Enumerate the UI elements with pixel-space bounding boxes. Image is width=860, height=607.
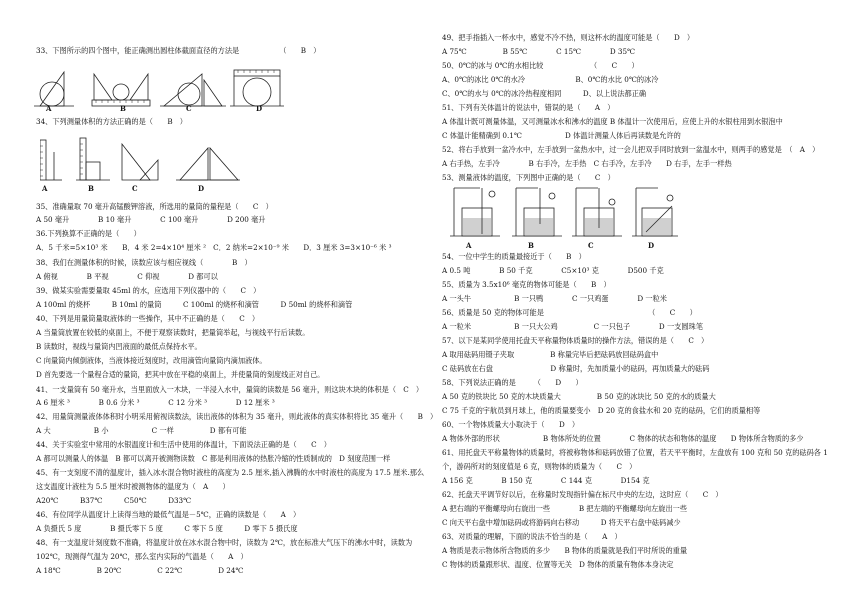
question-41: 41、一支量筒有 50 毫升水，当里面放入一木块，一半浸入水中，量筒的读数是 56 毫升，则这块木块的体积是（ C ） [36, 385, 424, 394]
question-62-option-ab: A 把右端的平衡螺母向右旋出一些 B 把左端的平衡螺母向左旋出一些 [442, 504, 688, 513]
question-61-cont: 个，游码所对的刻度值是 6 克，则物体的质量为（ C ） [442, 462, 637, 471]
question-45-cont: 这支温度计液柱为 5.5 厘米时被测物体的温度为（ A ） [36, 482, 230, 491]
question-57-option-cd: C 砝码放在右盘 D 称量时，先加质量小的砝码，再加质量大的砝码 [442, 364, 710, 373]
fig33-label-a: A [46, 104, 52, 113]
question-35-options: A 50 毫升 B 10 毫升 C 100 毫升 D 200 毫升 [36, 215, 266, 224]
question-44-options: A 都可以测量人的体温 B 都可以离开被测物读数 C 都是利用液体的热胀冷缩的性质制成的 D 刻度范围一样 [36, 454, 391, 463]
question-57: 57、以下是某同学使用托盘天平称量物体质量时的操作方法，错误的是（ C ） [442, 336, 709, 345]
question-44: 44、关于实验室中常用的水银温度计和生活中使用的体温计，下面说法正确的是（ C ） [36, 440, 331, 449]
fig53-label-c: C [588, 241, 594, 250]
question-58-option-ab: A 50 克的铁块比 50 克的木块质量大 B 50 克的冰块比 50 克的水的质量大 [442, 392, 716, 401]
question-52-options: A 右手热，左手冷 B 右手冷，左手热 C 右手冷，左手冷 D 右手，左手一样热 [442, 159, 732, 168]
question-56-options: A 一粒米 B 一只大公鸡 C 一只包子 D 一支圆珠笔 [442, 322, 703, 331]
figure-33-diameter-methods [34, 60, 284, 114]
question-45-options: A20℃ B37℃ C50℃ D33℃ [36, 496, 192, 505]
question-48-options: A 18℃ B 20℃ C 22℃ D 24℃ [36, 566, 244, 575]
question-46: 46、有位同学从温度计上读得当地的最低气温是－5℃，正确的读数是（ A ） [36, 510, 301, 519]
question-58: 58、下列说法正确的是 （ D ） [442, 378, 583, 387]
question-38-options: A 俯视 B 平视 C 仰视 D 都可以 [36, 272, 218, 281]
question-53: 53、测量液体的温度，下列图中正确的是（ C ） [442, 173, 615, 182]
question-50: 50、0℃的冰与 0℃的水相比较 （ C ） [442, 61, 639, 70]
fig33-label-d: D [256, 104, 263, 113]
question-57-option-ab: A 取用砝码用镊子夹取 B 称量完毕后把砝码放回砝码盒中 [442, 350, 659, 359]
question-39-options: A 100ml 的烧杯 B 10ml 的量筒 C 100ml 的烧杯和滴管 D 50ml 的烧杯和滴管 [36, 300, 353, 309]
figure-53-thermometers [448, 184, 678, 240]
question-33: 33、下图所示的四个图中，能正确测出圆柱体截面直径的方法是 （ B ） [36, 46, 321, 55]
question-40-option-a: A 当量筒放置在较低的桌面上，不便于观察读数时，把量筒举起，与视线平行后读数。 [36, 328, 310, 337]
question-38: 38、我们在测量体积的时候，读数应该与相应视线（ B ） [36, 258, 252, 267]
question-60: 60、一个物体质量大小取决于（ D ） [442, 420, 580, 429]
question-35: 35、准确量取 70 毫升高锰酸钾溶液，所选用的量筒的量程是（ C ） [36, 202, 273, 211]
question-40: 40、下列是用量筒量取液体的一些操作，其中不正确的是（ C ） [36, 314, 260, 323]
question-48-cont: 102℃，现测得气温为 20℃，那么室内实际的气温是（ A ） [36, 552, 248, 561]
question-52: 52、将右手放到一盆冷水中，左手放到一盆热水中，过一会儿把双手同时放到一盆温水中，则两手的感觉是 （ A ） [442, 145, 820, 154]
question-63-option-ab: A 物质是表示物体所含物质的多少 B 物体的质量就是我们平时所说的重量 [442, 546, 688, 555]
question-41-options: A 6 厘米 ³ B 0.6 分米 ³ C 12 分米 ³ D 12 厘米 ³ [36, 398, 275, 407]
question-62-option-cd: C 向天平右盘中增加砝码或将游码向右移动 D 将天平右盘中砝码减少 [442, 518, 681, 527]
fig53-label-d: D [648, 241, 655, 250]
question-56: 56、质量是 50 克的物体可能是 （ C ） [442, 308, 697, 317]
question-63-option-cd: C 物体的质量跟形状、温度、位置等无关 D 物体的质量有物体本身决定 [442, 560, 674, 569]
fig34-label-b: B [88, 184, 94, 193]
question-36-options: A．5 千米=5×10³ 米 B．4 米 2=4×10⁴ 厘米 ² C．2 纳米=2×10⁻⁹ 米 D．3 厘米 3=3×10⁻⁶ 米 ³ [36, 243, 392, 252]
question-50-option-cd: C、0℃的水与 0℃的冰冷热程度相同 D、以上说法都正确 [442, 89, 647, 98]
question-46-options: A 负摄氏 5 度 B 摄氏零下 5 度 C 零下 5 度 D 零下 5 摄氏度 [36, 524, 298, 533]
question-40-option-c: C 向量筒内倾倒液体，当液体接近刻度时，改用滴管向量筒内滴加液体。 [36, 356, 267, 365]
question-42-options: A 大 B 小 C 一样 D 都有可能 [36, 426, 247, 435]
question-61-options: A 156 克 B 150 克 C 144 克 D154 克 [442, 476, 650, 485]
question-49-options: A 75℃ B 55℃ C 15℃ D 35℃ [442, 47, 636, 56]
fig34-label-c: C [132, 184, 138, 193]
question-54-options: A 0.5 吨 B 50 千克 C5×10³ 克 D500 千克 [442, 266, 664, 275]
question-58-option-cd: C 75 千克的宇航员到月球上，他的质量要变小 D 20 克的食盐水和 20 克的砝码，它们的质量相等 [442, 406, 761, 415]
question-40-option-d: D 首先要选一个量程合适的量筒，把其中放在平稳的桌面上，并使量筒的刻度线正对自己。 [36, 370, 325, 379]
fig53-label-a: A [466, 241, 472, 250]
question-51-option-ab: A 体温计既可测量体温，又可测量冰水和沸水的温度 B 体温计一次使用后，应使上升的水银柱用到水银泡中 [442, 117, 783, 126]
question-45: 45、有一支刻度不清的温度计，插入冰水混合物时液柱的高度为 2.5 厘米,插入沸腾的水中时液柱的高度为 17.5 厘米.那么 [36, 468, 425, 477]
question-40-option-b: B 读数时，视线与量筒内凹液面的最低点保持水平。 [36, 342, 202, 351]
question-55-options: A 一头牛 B 一只鸭 C 一只鸡蛋 D 一粒米 [442, 294, 667, 303]
question-39: 39、做某实验需要量取 45ml 的水，应选用下列仪器中的（ C ） [36, 286, 261, 295]
question-55: 55、质量为 3.5x10⁶ 毫克的物体可能是（ B ） [442, 280, 611, 289]
question-54: 54、一位中学生的质量最接近于（ B ） [442, 252, 586, 261]
question-61: 61、用托盘天平称量物体的质量时，将被称物体和砝码放错了位置，若天平平衡时，左盘放有 100 克和 50 克的砝码各 1 [442, 448, 828, 457]
question-36: 36.下列换算不正确的是（ ） [36, 229, 141, 238]
question-48: 48、有一支温度计刻度数不准确，将温度计放在冰水混合物中时，读数为 2℃，放在标准大气压下的沸水中时，读数为 [36, 538, 413, 547]
question-50-option-ab: A、0℃的冰比 0℃的水冷 B、0℃的水比 0℃的冰冷 [442, 75, 659, 84]
question-63: 63、对质量的理解，下面的说法不恰当的是（ A ） [442, 532, 622, 541]
question-34: 34、下列测量体积的方法正确的是（ B ） [36, 117, 187, 126]
fig34-label-d: D [198, 184, 205, 193]
figure-34-volume-methods [40, 132, 240, 182]
question-51: 51、下列有关体温计的说法中，错误的是（ A ） [442, 103, 615, 112]
question-51-option-cd: C 体温计能精确到 0.1℃ D 体温计测量人体后再读数是允许的 [442, 131, 681, 140]
fig33-label-c: C [186, 104, 192, 113]
question-62: 62、托盘天平调节好以后，在称量时发现指针偏在标尺中央的左边，这时应（ C ） [442, 490, 723, 499]
question-60-options: A 物体外部的形状 B 物体所处的位置 C 物体的状态和物体的温度 D 物体所含物质的多少 [442, 434, 804, 443]
fig53-label-b: B [528, 241, 534, 250]
fig34-label-a: A [42, 184, 48, 193]
question-42: 42、用量筒测量液体体积时小明采用俯视读数法，读出液体的体积为 35 毫升，则此液体的真实体积将比 35 毫升（ B ） [36, 412, 438, 421]
question-49: 49、把手指插入一杯水中，感觉不冷不热，则这杯水的温度可能是（ D ） [442, 33, 695, 42]
fig33-label-b: B [120, 104, 126, 113]
